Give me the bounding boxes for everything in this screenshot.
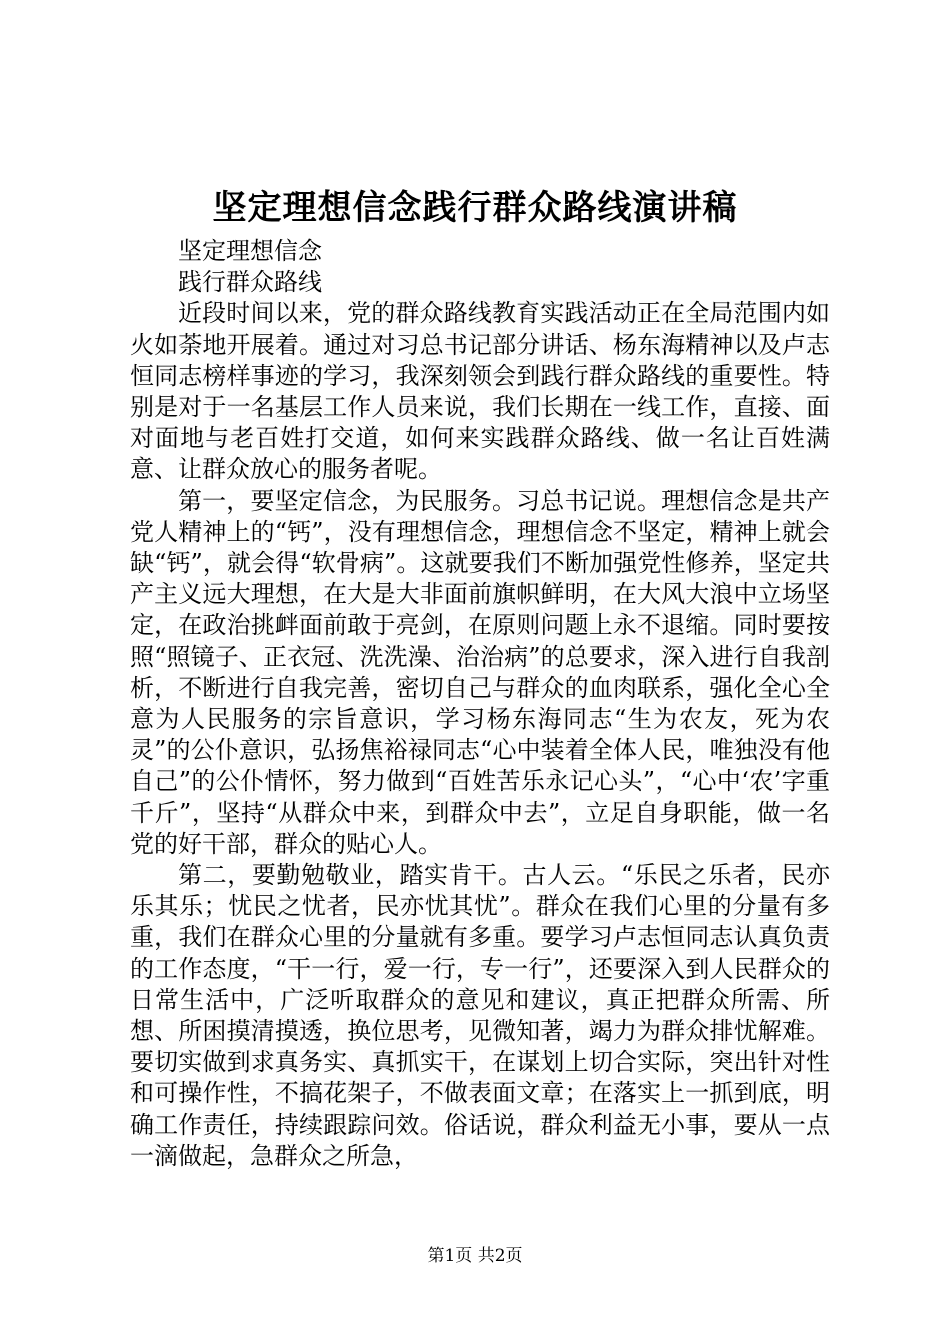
paragraph-subtitle-2: 践行群众路线 bbox=[178, 268, 322, 297]
document-title: 坚定理想信念践行群众路线演讲稿 bbox=[212, 188, 738, 228]
page-number-footer: 第1页 共2页 bbox=[427, 1246, 523, 1266]
paragraph-intro: 近段时间以来，党的群众路线教育实践活动正在全局范围内如火如荼地开展着。通过对习总书记部分讲话、杨东海精神以及卢志恒同志榜样事迹的学习，我深刻领会到践行群众路线的重要性。特别是对于一名基层工作人员来说，我们长期在一线工作，直接、面对面地与老百姓打交道，如何来实践群众路线、做一名让百姓满意、让群众放心的服务者呢。 bbox=[130, 299, 830, 484]
paragraph-second-point: 第二，要勤勉敬业，踏实肯干。古人云。“乐民之乐者，民亦乐其乐；忧民之忧者，民亦忧其忧”。群众在我们心里的分量有多重，我们在群众心里的分量就有多重。要学习卢志恒同志认真负责的工作态度，“干一行，爱一行，专一行”，还要深入到人民群众的日常生活中，广泛听取群众的意见和建议，真正把群众所需、所想、所困摸清摸透，换位思考，见微知著，竭力为群众排忧解难。要切实做到求真务实、真抓实干，在谋划上切合实际，突出针对性和可操作性，不搞花架子，不做表面文章；在落实上一抓到底，明确工作责任，持续跟踪问效。俗话说，群众利益无小事，要从一点一滴做起，急群众之所急， bbox=[130, 861, 830, 1170]
paragraph-first-point: 第一，要坚定信念，为民服务。习总书记说。理想信念是共产党人精神上的“钙”，没有理想信念，理想信念不坚定，精神上就会缺“钙”，就会得“软骨病”。这就要我们不断加强党性修养，坚定共产主义远大理想，在大是大非面前旗帜鲜明，在大风大浪中立场坚定，在政治挑衅面前敢于亮剑，在原则问题上永不退缩。同时要按照“照镜子、正衣冠、洗洗澡、治治病”的总要求，深入进行自我剖析，不断进行自我完善，密切自己与群众的血肉联系，强化全心全意为人民服务的宗旨意识，学习杨东海同志“生为农友，死为农灵”的公仆意识，弘扬焦裕禄同志“心中装着全体人民，唯独没有他自己”的公仆情怀，努力做到“百姓苦乐永记心头”，“心中‘农’字重千斤”，坚持“从群众中来，到群众中去”，立足自身职能，做一名党的好干部，群众的贴心人。 bbox=[130, 486, 830, 858]
paragraph-subtitle-1: 坚定理想信念 bbox=[178, 237, 322, 265]
document-body bbox=[130, 236, 830, 1172]
